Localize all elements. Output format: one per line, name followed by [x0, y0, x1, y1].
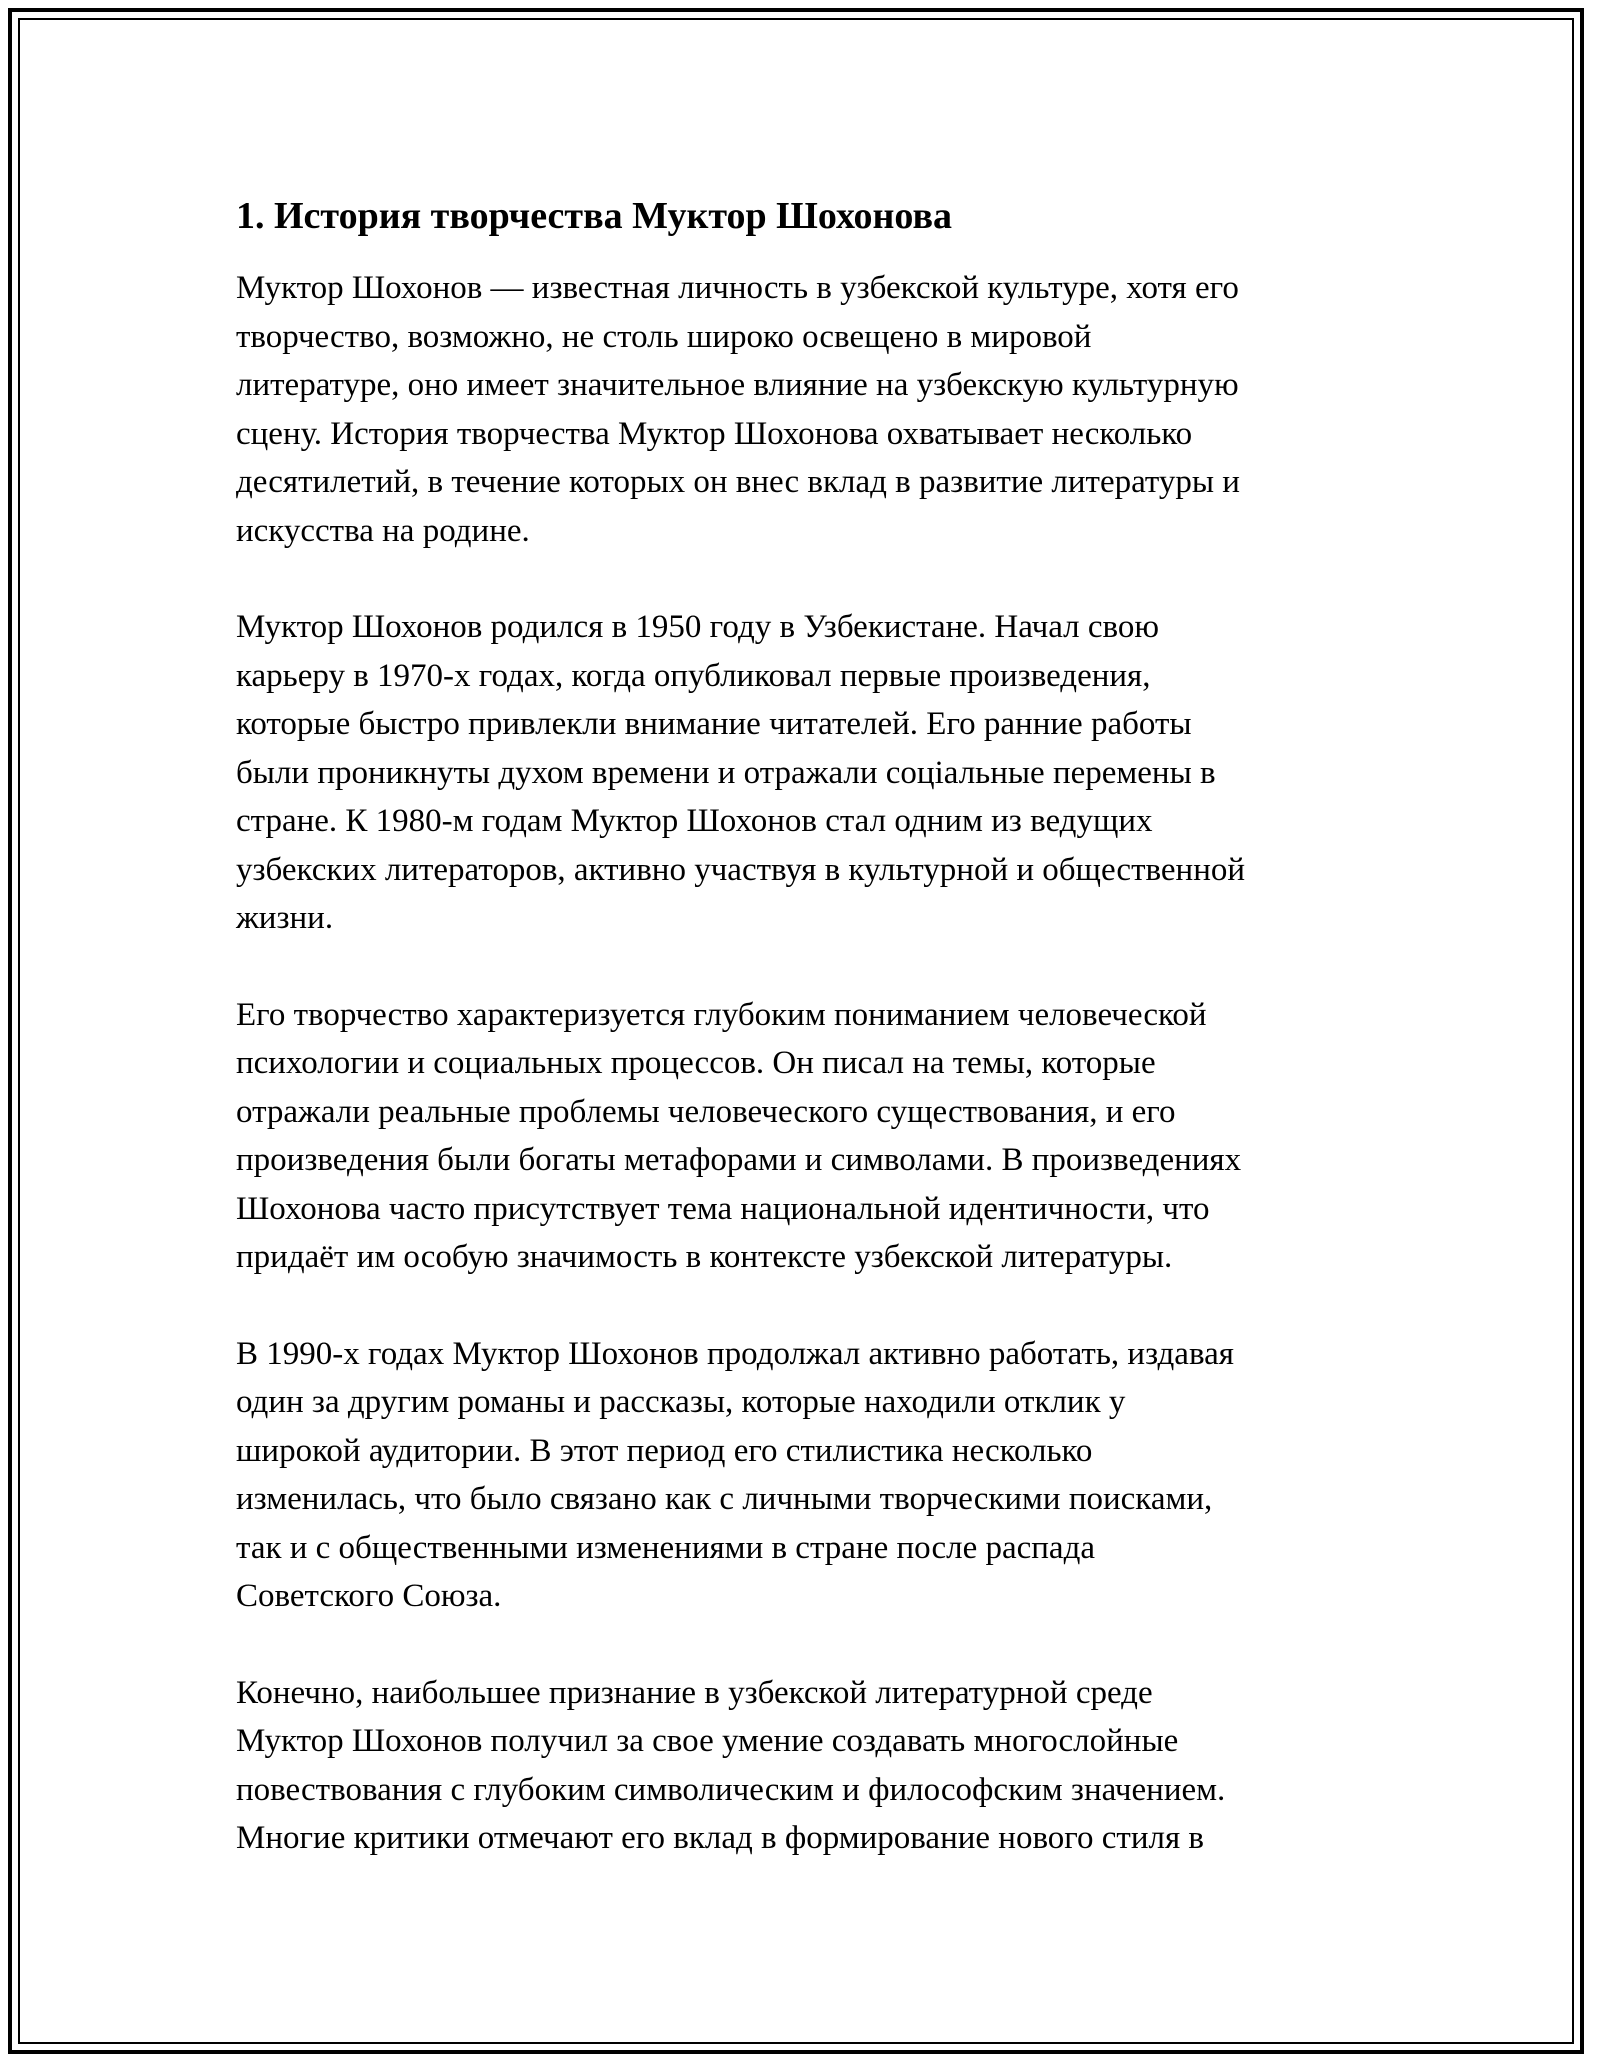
paragraph-5: Конечно, наибольшее признание в узбекской литературной среде Муктор Шохонов получил за свое умение создавать многослойные повествования с глубоким символическим и философским значением. Многие критики отмечают его вклад в формирование нового стиля в [236, 1674, 1226, 1856]
paragraph-4: В 1990-х годах Муктор Шохонов продолжал активно работать, издавая один за другим романы и рассказы, которые находили отклик у широкой аудитории. В этот период его стилистика несколько изменилась, что было связано как с личными творческими поисками, так и с общественными изменениями в стране после распада Советского Союза. [236, 1335, 1234, 1614]
section-heading: 1. История творчества Муктор Шохонова [236, 195, 952, 237]
paragraph-2: Муктор Шохонов родился в 1950 году в Узбекистане. Начал свою карьеру в 1970-х годах, когда опубликовал первые произведения, которые быстро привлекли внимание читателей. Его ранние работы были проникнуты духом времени и отражали соціальные перемены в стране. К 1980-м годам Муктор Шохонов стал одним из ведущих узбекских литераторов, активно участвуя в культурной и общественной жизни. [236, 609, 1246, 936]
paragraph-3: Его творчество характеризуется глубоким пониманием человеческой психологии и социальных процессов. Он писал на темы, которые отражали реальные проблемы человеческого существования, и его произведения были богаты метафорами и символами. В произведениях Шохонова часто присутствует тема национальной идентичности, что придаёт им особую значимость в контексте узбекской литературы. [236, 996, 1242, 1275]
paragraph-1: Муктор Шохонов — известная личность в узбекской культуре, хотя его творчество, возможно, не столь широко освещено в мировой литературе, оно имеет значительное влияние на узбекскую культурную сцену. История творчества Муктор Шохонова охватывает несколько десятилетий, в течение которых он внес вклад в развитие литературы и искусства на родине. [236, 270, 1240, 549]
document-body [236, 188, 1366, 1911]
